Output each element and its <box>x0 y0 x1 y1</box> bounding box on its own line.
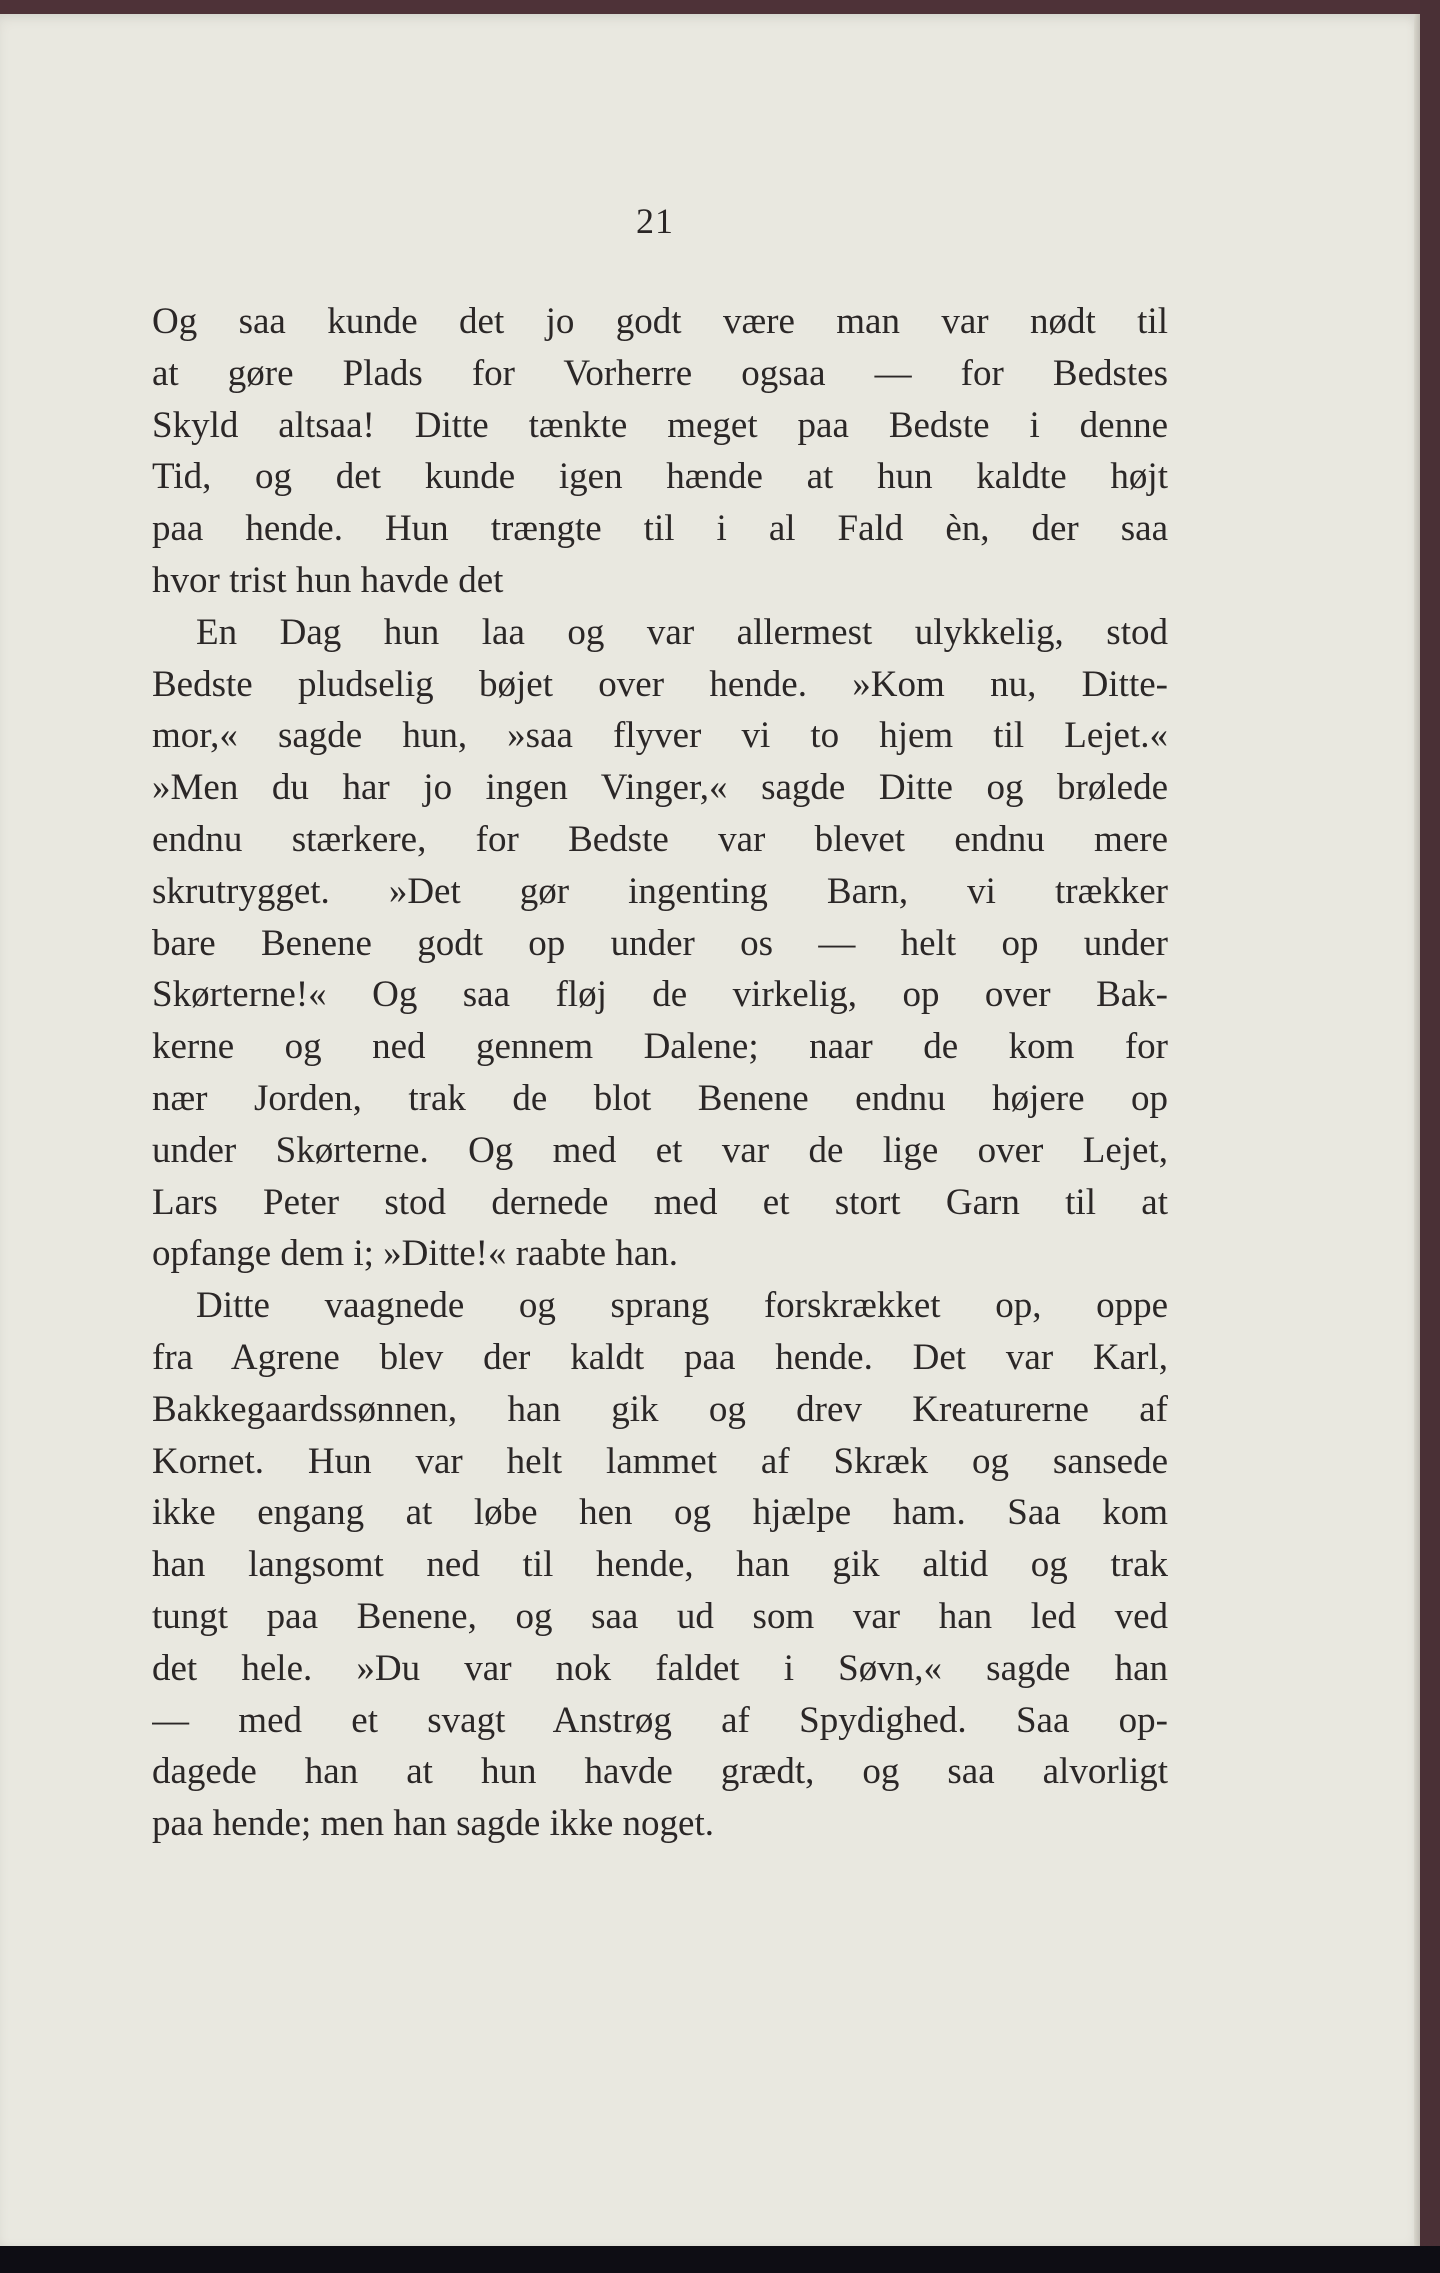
text-line: Bakkegaardssønnen, han gik og drev Kreaturerne af <box>152 1388 1168 1430</box>
text-line: Tid, og det kunde igen hænde at hun kaldte højt <box>152 456 1168 498</box>
text-line: at gøre Plads for Vorherre ogsaa — for Bedstes <box>152 352 1168 394</box>
book-cover-edge <box>1420 0 1440 2273</box>
text-line: nær Jorden, trak de blot Benene endnu højere op <box>152 1077 1168 1119</box>
page-gutter-shadow <box>1414 14 1420 2246</box>
text-line: mor,« sagde hun, »saa flyver vi to hjem til Lejet.« <box>152 715 1168 757</box>
text-line: paa hende. Hun trængte til i al Fald èn, der saa <box>152 508 1168 550</box>
text-line: dagede han at hun havde grædt, og saa alvorligt <box>152 1751 1168 1793</box>
text-line: En Dag hun laa og var allermest ulykkelig, stod <box>196 611 1168 653</box>
text-line: tungt paa Benene, og saa ud som var han led ved <box>152 1595 1168 1637</box>
bottom-edge <box>0 2246 1440 2273</box>
text-line: Bedste pludselig bøjet over hende. »Kom nu, Ditte- <box>152 663 1168 705</box>
text-line: Kornet. Hun var helt lammet af Skræk og sansede <box>152 1440 1168 1482</box>
book-page <box>0 14 1420 2246</box>
body-text <box>152 296 1168 1850</box>
text-line: Skørterne!« Og saa fløj de virkelig, op over Bak- <box>152 974 1168 1016</box>
page-number: 21 <box>636 201 674 241</box>
text-line: »Men du har jo ingen Vinger,« sagde Ditte og brølede <box>152 767 1168 809</box>
top-edge <box>0 0 1440 14</box>
text-line: bare Benene godt op under os — helt op under <box>152 922 1168 964</box>
text-line: fra Agrene blev der kaldt paa hende. Det var Karl, <box>152 1336 1168 1378</box>
text-line: Skyld altsaa! Ditte tænkte meget paa Bedste i denne <box>152 404 1168 446</box>
text-line: det hele. »Du var nok faldet i Søvn,« sagde han <box>152 1647 1168 1689</box>
text-line: han langsomt ned til hende, han gik altid og trak <box>152 1544 1168 1586</box>
text-line: paa hende; men han sagde ikke noget. <box>152 1803 714 1845</box>
text-line: skrutrygget. »Det gør ingenting Barn, vi trækker <box>152 870 1168 912</box>
text-line: Og saa kunde det jo godt være man var nødt til <box>152 301 1168 342</box>
text-line: ikke engang at løbe hen og hjælpe ham. Saa kom <box>152 1492 1168 1534</box>
text-line: hvor trist hun havde det <box>152 559 504 601</box>
text-line: opfange dem i; »Ditte!« raabte han. <box>152 1233 679 1275</box>
text-line: — med et svagt Anstrøg af Spydighed. Saa op- <box>152 1699 1168 1741</box>
text-line: kerne og ned gennem Dalene; naar de kom for <box>152 1026 1168 1068</box>
text-line: endnu stærkere, for Bedste var blevet endnu mere <box>152 818 1168 860</box>
text-line: Ditte vaagnede og sprang forskrækket op, oppe <box>196 1285 1168 1327</box>
text-line: Lars Peter stod dernede med et stort Garn til at <box>152 1181 1168 1223</box>
text-line: under Skørterne. Og med et var de lige over Lejet, <box>152 1129 1168 1171</box>
